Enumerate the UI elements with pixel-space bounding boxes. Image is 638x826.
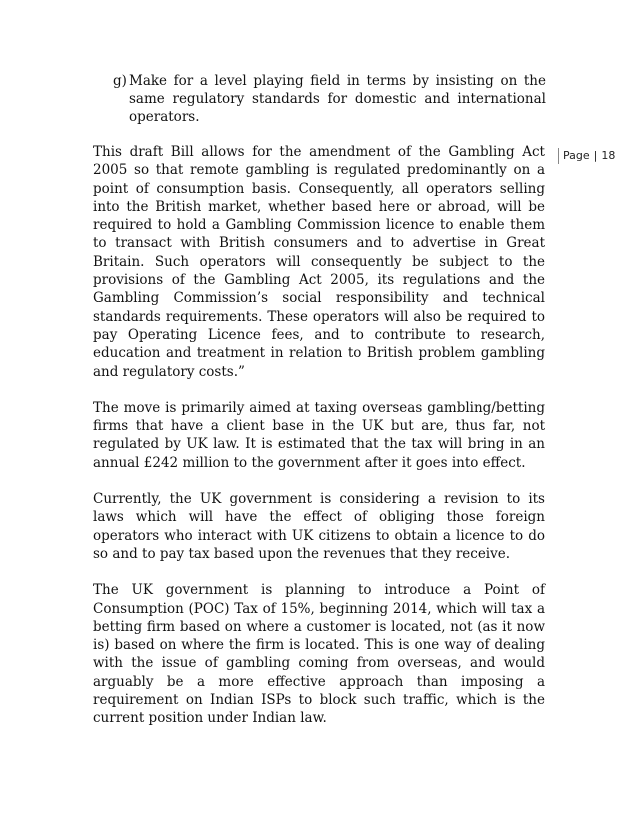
body-text [93,143,545,746]
list-marker: g) [113,73,127,89]
paragraph-draft-bill: This draft Bill allows for the amendment of the Gambling Act 2005 so that remote gambling is regulated predominantly on a point of consumption basis. Consequently, all operators selling into the British market, whether based here or abroad, will be required to hold a Gambling Commission licence to enable them to transact with British consumers and to advertise in Great Britain. Such operators will consequently be subject to the provisions of the Gambling Act 2005, its regulations and the Gambling Commission’s social responsibility and technical standards requirements. These operators will also be required to pay Operating Licence fees, and to contribute to research, education and treatment in relation to British problem gambling and regulatory costs.” [93,144,545,380]
paragraph-law-revision: Currently, the UK government is considering a revision to its laws which will have the effect of obliging those foreign operators who interact with UK citizens to obtain a licence to do so and to pay tax based upon the revenues that they receive. [93,491,545,562]
paragraph-taxing-overseas: The move is primarily aimed at taxing overseas gambling/betting firms that have a client base in the UK but are, thus far, not regulated by UK law. It is estimated that the tax will bring in an annual £242 million to the government after it goes into effect. [93,399,545,471]
page-number [558,148,615,164]
list-item-g [113,72,546,126]
page-number-value: 18 [601,149,616,162]
list-item-text: Make for a level playing field in terms by insisting on the same regulatory standards for domestic and international operators. [129,73,546,125]
page-label: Page [563,149,590,162]
paragraph-poc-tax: The UK government is planning to introduce a Point of Consumption (POC) Tax of 15%, beginning 2014, which will tax a betting firm based on where a customer is located, not (as it now is) based on where the firm is located. This is one way of dealing with the issue of gambling coming from overseas, and would arguably be a more effective approach than imposing a requirement on Indian ISPs to block such traffic, which is the current position under Indian law. [93,582,545,727]
page-separator: | [593,149,598,162]
